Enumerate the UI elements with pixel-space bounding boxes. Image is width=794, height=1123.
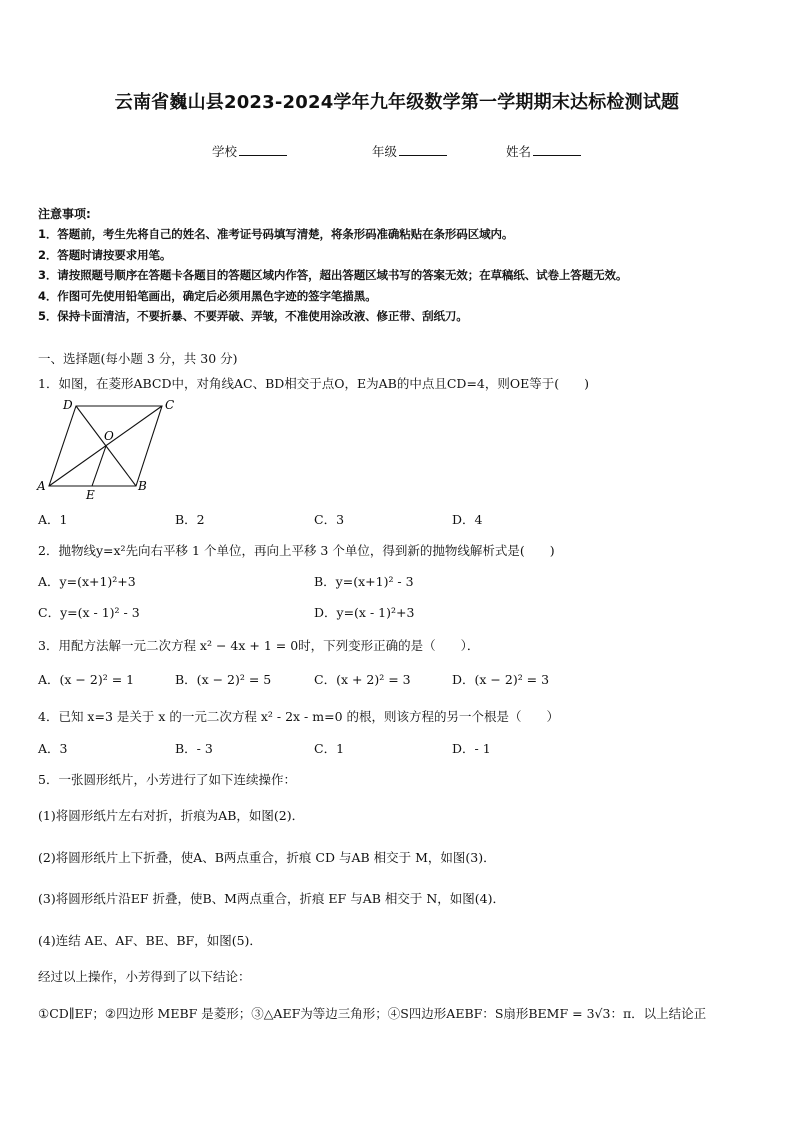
q4-option-c: C．1 (314, 741, 345, 756)
grade-field (372, 142, 447, 160)
label-c: C (165, 398, 175, 412)
q3-option-b: B．(x − 2)² = 5 (175, 672, 272, 687)
question-4-text: 4．已知 x=3 是关于 x 的一元二次方程 x² - 2x - m=0 的根，则该方程的另一个根是（ ） (38, 709, 560, 724)
q5-step-2: (2)将圆形纸片上下折叠，使A、B两点重合，折痕 CD 与AB 相交于 M，如图(3)． (38, 850, 496, 865)
grade-label: 年级 (372, 144, 398, 159)
notes-heading: 注意事项: (38, 207, 91, 221)
q1-option-c: C．3 (314, 512, 345, 527)
school-label: 学校 (212, 144, 238, 159)
q2-option-c: C．y=(x - 1)² - 3 (38, 605, 140, 620)
q4-option-d: D．- 1 (452, 741, 491, 756)
rhombus-figure (34, 395, 184, 503)
q5-summary: 经过以上操作，小芳得到了以下结论： (38, 969, 251, 984)
school-field (212, 142, 287, 160)
q3-option-d: D．(x − 2)² = 3 (452, 672, 550, 687)
q5-conclusion: ①CD∥EF；②四边形 MEBF 是菱形；③△AEF为等边三角形；④S四边形AEBF：S扇形BEMF = 3√3：π．以上结论正 (38, 1006, 707, 1021)
name-field (506, 142, 581, 160)
label-e: E (86, 488, 95, 502)
q4-option-b: B．- 3 (175, 741, 213, 756)
section-heading: 一、选择题(每小题 3 分，共 30 分) (38, 351, 238, 366)
name-label: 姓名 (506, 144, 532, 159)
q2-option-d: D．y=(x - 1)²+3 (314, 605, 415, 620)
page-title: 云南省巍山县2023-2024学年九年级数学第一学期期末达标检测试题 (114, 92, 680, 113)
grade-blank (399, 143, 447, 156)
q4-option-a: A．3 (38, 741, 68, 756)
question-3-text: 3．用配方法解一元二次方程 x² − 4x + 1 = 0时，下列变形正确的是（ ）． (38, 638, 480, 653)
q1-option-a: A．1 (38, 512, 68, 527)
q1-option-b: B．2 (175, 512, 205, 527)
note-item: 2．答题时请按要求用笔。 (38, 248, 172, 262)
name-blank (533, 143, 581, 156)
q5-step-4: (4)连结 AE、AF、BE、BF，如图(5)． (38, 933, 262, 948)
q3-option-c: C．(x + 2)² = 3 (314, 672, 411, 687)
label-o: O (104, 429, 114, 443)
q2-option-a: A．y=(x+1)²+3 (38, 574, 136, 589)
question-2-text: 2．抛物线y=x²先向右平移 1 个单位，再向上平移 3 个单位，得到新的抛物线解析式是( ) (38, 543, 555, 558)
q1-option-d: D．4 (452, 512, 483, 527)
question-5-text: 5．一张圆形纸片，小芳进行了如下连续操作： (38, 772, 296, 787)
q2-option-b: B．y=(x+1)² - 3 (314, 574, 414, 589)
label-d: D (63, 398, 73, 412)
q3-option-a: A．(x − 2)² = 1 (38, 672, 135, 687)
question-1-text: 1．如图，在菱形ABCD中，对角线AC、BD相交于点O，E为AB的中点且CD=4，则OE等于( ) (38, 376, 590, 391)
note-item: 3．请按照题号顺序在答题卡各题目的答题区域内作答，超出答题区域书写的答案无效；在草稿纸、试卷上答题无效。 (38, 268, 628, 282)
note-item: 1．答题前，考生先将自己的姓名、准考证号码填写清楚，将条形码准确粘贴在条形码区域内。 (38, 227, 514, 241)
segment-oe (92, 446, 106, 486)
note-item: 4．作图可先使用铅笔画出，确定后必须用黑色字迹的签字笔描黑。 (38, 289, 377, 303)
label-a: A (37, 479, 46, 493)
q5-step-3: (3)将圆形纸片沿EF 折叠，使B、M两点重合，折痕 EF 与AB 相交于 N，如图(4)． (38, 891, 506, 906)
note-item: 5．保持卡面清洁，不要折暴、不要弄破、弄皱，不准使用涂改液、修正带、刮纸刀。 (38, 309, 468, 323)
label-b: B (138, 479, 147, 493)
school-blank (239, 143, 287, 156)
q5-step-1: (1)将圆形纸片左右对折，折痕为AB，如图(2)． (38, 808, 305, 823)
